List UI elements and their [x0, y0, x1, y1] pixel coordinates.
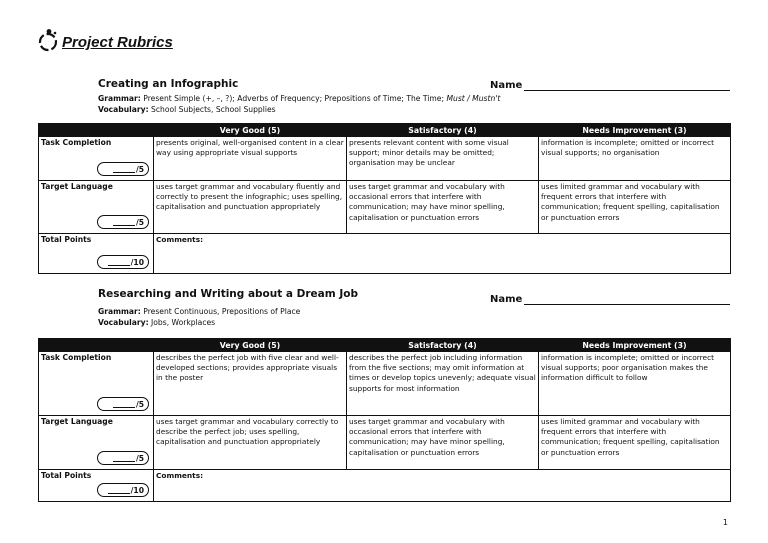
score-field[interactable]: [97, 162, 149, 176]
criteria-cell: uses target grammar and vocabulary correctly to describe the perfect job; uses spelling, capitalisation and punctuation appropriately: [154, 416, 347, 470]
score-max: /5: [135, 165, 144, 174]
vocabulary-value: Jobs, Workplaces: [151, 318, 216, 327]
score-max: /5: [135, 454, 144, 463]
grammar-value: Present Continuous, Prepositions of Place: [143, 307, 301, 316]
rubric-title: Creating an Infographic: [98, 78, 239, 90]
comments-field[interactable]: [154, 470, 731, 502]
row-label: Target Language: [41, 182, 113, 191]
table-row: [39, 352, 731, 416]
row-label: Task Completion: [41, 353, 112, 362]
rubric-table: [38, 338, 731, 502]
score-max: /10: [130, 486, 144, 495]
header-cell: Satisfactory (4): [347, 339, 539, 352]
row-label-cell: [39, 416, 154, 470]
rubric-table: [38, 123, 731, 274]
criteria-cell: describes the perfect job including information from the five sections; may omit information at times or develop topics unevenly; adequate visual supports for most information: [347, 352, 539, 416]
criteria-cell: uses target grammar and vocabulary with occasional errors that interfere with communication; may have minor spelling, capitalisation or punctuation errors: [347, 181, 539, 234]
table-row: [39, 416, 731, 470]
logo: [36, 28, 173, 52]
table-row: [39, 137, 731, 181]
name-label: Name: [490, 80, 523, 91]
rubric-section-2: [38, 288, 730, 508]
vocabulary-value: School Subjects, School Supplies: [151, 105, 276, 114]
header-cell: Satisfactory (4): [347, 124, 539, 137]
score-max: /10: [130, 258, 144, 267]
total-label: Total Points: [41, 235, 92, 244]
criteria-cell: uses target grammar and vocabulary fluently and correctly to present the infographic; uses spelling, capitalisation and punctuation appropriately: [154, 181, 347, 234]
logo-bubbles-icon: [36, 28, 60, 52]
page-number: 1: [722, 518, 728, 527]
score-field[interactable]: [97, 215, 149, 229]
vocabulary-label: Vocabulary:: [98, 105, 149, 114]
table-row: [39, 181, 731, 234]
logo-text: Project Rubrics: [62, 34, 173, 51]
rubric-section-1: [38, 78, 730, 278]
criteria-cell: uses target grammar and vocabulary with occasional errors that interfere with communication; may have minor spelling, capitalisation or punctuation errors: [347, 416, 539, 470]
rubric-meta: [98, 93, 500, 115]
criteria-cell: describes the perfect job with five clear and well-developed sections; provides appropriate visuals in the poster: [154, 352, 347, 416]
vocabulary-label: Vocabulary:: [98, 318, 149, 327]
criteria-cell: presents relevant content with some visual support; minor details may be omitted; organisation may be unclear: [347, 137, 539, 181]
header-cell: Very Good (5): [154, 339, 347, 352]
header-row: [39, 124, 731, 137]
header-cell: Very Good (5): [154, 124, 347, 137]
rubric-title: Researching and Writing about a Dream Job: [98, 288, 358, 300]
row-label-cell: [39, 234, 154, 274]
row-label: Task Completion: [41, 138, 112, 147]
comments-label: Comments:: [156, 471, 204, 480]
comments-label: Comments:: [156, 235, 204, 244]
score-field[interactable]: [97, 397, 149, 411]
row-label-cell: [39, 137, 154, 181]
row-label-cell: [39, 181, 154, 234]
header-cell: Needs Improvement (3): [539, 124, 731, 137]
criteria-cell: uses limited grammar and vocabulary with frequent errors that interfere with communication; frequent spelling, capitalisation or punctuation errors: [539, 416, 731, 470]
score-field[interactable]: [97, 451, 149, 465]
row-label-cell: [39, 352, 154, 416]
comments-field[interactable]: [154, 234, 731, 274]
total-score-field[interactable]: [97, 483, 149, 497]
total-row: [39, 470, 731, 502]
criteria-cell: presents original, well-organised content in a clear way using appropriate visual supports: [154, 137, 347, 181]
grammar-value: Present Simple (+, –, ?); Adverbs of Frequency; Prepositions of Time; The Time;: [143, 94, 445, 103]
row-label: Target Language: [41, 417, 113, 426]
total-row: [39, 234, 731, 274]
criteria-cell: information is incomplete; omitted or incorrect visual supports; poor organisation makes the information difficult to follow: [539, 352, 731, 416]
score-max: /5: [135, 400, 144, 409]
total-label: Total Points: [41, 471, 92, 480]
criteria-cell: uses limited grammar and vocabulary with frequent errors that interfere with communication; frequent spelling, capitalisation or punctuation errors: [539, 181, 731, 234]
name-label: Name: [490, 294, 523, 305]
name-field[interactable]: [524, 80, 730, 91]
criteria-cell: information is incomplete; omitted or incorrect visual supports; no organisation: [539, 137, 731, 181]
header-row: [39, 339, 731, 352]
name-field[interactable]: [524, 294, 730, 305]
row-label-cell: [39, 470, 154, 502]
header-cell: Needs Improvement (3): [539, 339, 731, 352]
rubric-meta: [98, 306, 300, 328]
header-cell: [39, 124, 154, 137]
total-score-field[interactable]: [97, 255, 149, 269]
grammar-label: Grammar:: [98, 307, 141, 316]
header-cell: [39, 339, 154, 352]
score-max: /5: [135, 218, 144, 227]
grammar-label: Grammar:: [98, 94, 141, 103]
grammar-extra: Must / Mustn't: [446, 94, 501, 103]
